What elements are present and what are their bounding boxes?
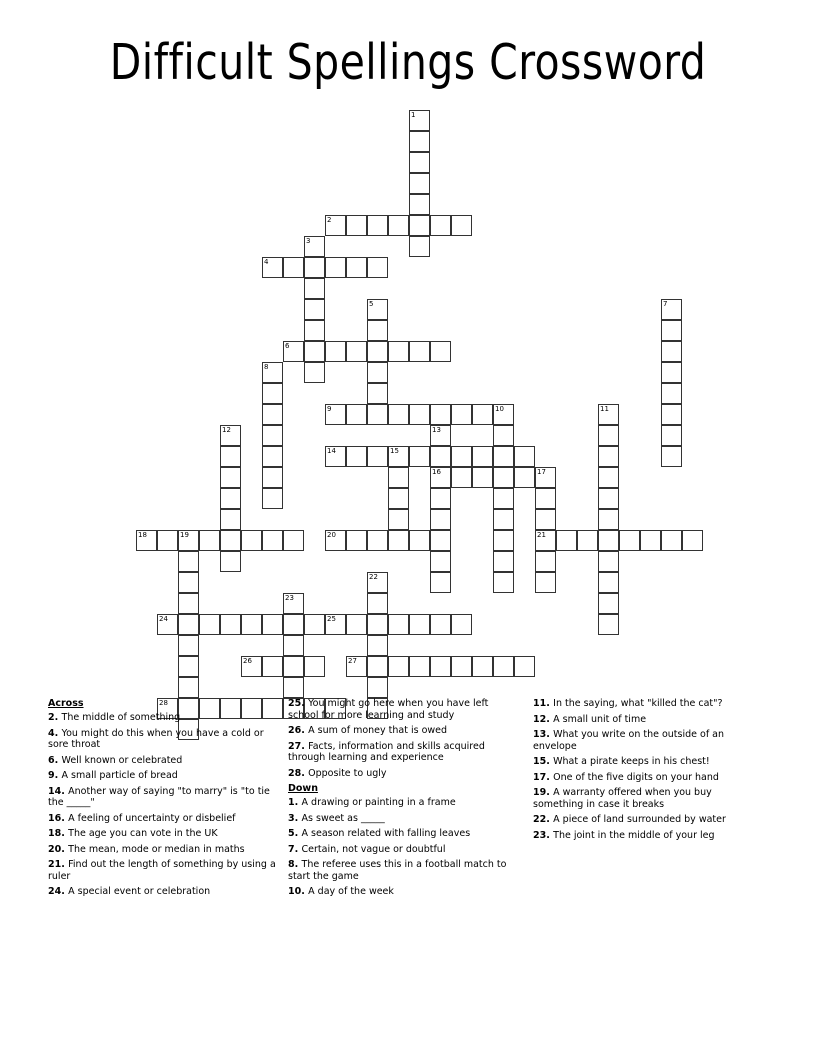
- clue-number: 28.: [288, 767, 309, 779]
- grid-cell-number: 17: [537, 468, 546, 476]
- clue-text: The mean, mode or median in maths: [68, 843, 245, 855]
- grid-cell[interactable]: [451, 404, 472, 425]
- grid-cell[interactable]: [367, 341, 388, 362]
- grid-cell[interactable]: [430, 404, 451, 425]
- grid-cell-number: 13: [432, 426, 441, 434]
- clue-number: 13.: [533, 729, 554, 740]
- clue-number: 12.: [533, 713, 554, 725]
- clue-number: 23.: [533, 829, 554, 841]
- grid-cell[interactable]: [409, 614, 430, 635]
- grid-cell[interactable]: [220, 488, 241, 509]
- grid-cell[interactable]: [451, 446, 472, 467]
- grid-cell[interactable]: [409, 446, 430, 467]
- grid-cell[interactable]: [472, 467, 493, 488]
- grid-cell[interactable]: [430, 488, 451, 509]
- grid-cell[interactable]: [367, 215, 388, 236]
- clue-text: A sum of money that is owed: [308, 725, 448, 736]
- grid-cell[interactable]: [598, 404, 619, 425]
- grid-cell[interactable]: [262, 383, 283, 404]
- grid-cell[interactable]: [409, 215, 430, 236]
- grid-cell[interactable]: [367, 593, 388, 614]
- grid-cell[interactable]: [661, 299, 682, 320]
- clue-number: 25.: [288, 698, 309, 709]
- clue-item: [288, 813, 516, 825]
- grid-cell[interactable]: [367, 635, 388, 656]
- clue-text: A season related with falling leaves: [301, 828, 471, 839]
- clue-number: 7.: [288, 843, 302, 855]
- grid-cell[interactable]: [199, 530, 220, 551]
- grid-cell[interactable]: [661, 425, 682, 446]
- grid-cell[interactable]: [430, 530, 451, 551]
- grid-cell[interactable]: [283, 635, 304, 656]
- grid-cell[interactable]: [409, 110, 430, 131]
- grid-cell[interactable]: [388, 404, 409, 425]
- grid-cell[interactable]: [430, 509, 451, 530]
- clue-number: 8.: [288, 859, 302, 870]
- grid-cell[interactable]: [598, 530, 619, 551]
- clue-number: 26.: [288, 725, 309, 736]
- grid-cell[interactable]: [178, 635, 199, 656]
- grid-cell[interactable]: [262, 530, 283, 551]
- clue-item: [288, 741, 516, 764]
- clue-number: 14.: [48, 785, 69, 797]
- grid-cell[interactable]: [325, 614, 346, 635]
- clue-number: 6.: [48, 754, 62, 766]
- clue-number: 21.: [48, 859, 69, 870]
- page-title: Difficult Spellings Crossword: [109, 34, 707, 91]
- grid-cell[interactable]: [178, 572, 199, 593]
- grid-cell[interactable]: [283, 257, 304, 278]
- grid-cell-number: 28: [159, 699, 168, 707]
- grid-cell-number: 26: [243, 657, 252, 665]
- grid-cell[interactable]: [598, 446, 619, 467]
- grid-cell[interactable]: [262, 488, 283, 509]
- grid-cell[interactable]: [136, 530, 157, 551]
- grid-cell[interactable]: [241, 614, 262, 635]
- grid-cell[interactable]: [661, 383, 682, 404]
- grid-cell[interactable]: [493, 488, 514, 509]
- clue-text: A drawing or painting in a frame: [301, 797, 456, 808]
- grid-cell[interactable]: [388, 656, 409, 677]
- grid-cell[interactable]: [304, 299, 325, 320]
- clue-number: 4.: [48, 727, 62, 739]
- clue-item: [288, 859, 516, 882]
- clue-item: [288, 828, 516, 840]
- grid-cell-number: 1: [411, 111, 416, 119]
- grid-cell[interactable]: [325, 404, 346, 425]
- grid-cell[interactable]: [262, 404, 283, 425]
- grid-cell[interactable]: [598, 425, 619, 446]
- clue-text: The joint in the middle of your leg: [553, 829, 715, 841]
- clue-item: [533, 714, 761, 726]
- clue-text: A day of the week: [308, 886, 394, 897]
- grid-cell[interactable]: [178, 614, 199, 635]
- grid-cell[interactable]: [535, 488, 556, 509]
- grid-cell[interactable]: [346, 404, 367, 425]
- clue-text: What a pirate keeps in his chest!: [553, 756, 710, 767]
- grid-cell[interactable]: [367, 530, 388, 551]
- grid-cell[interactable]: [388, 446, 409, 467]
- grid-cell-number: 25: [327, 615, 336, 623]
- clue-number: 24.: [48, 886, 69, 897]
- grid-cell-number: 10: [495, 405, 504, 413]
- down-heading: Down: [288, 783, 318, 794]
- clue-column-3: [533, 698, 761, 845]
- grid-cell[interactable]: [367, 299, 388, 320]
- grid-cell[interactable]: [220, 467, 241, 488]
- grid-cell-number: 2: [327, 216, 332, 224]
- grid-cell[interactable]: [451, 614, 472, 635]
- grid-cell-number: 16: [432, 468, 441, 476]
- grid-cell[interactable]: [493, 530, 514, 551]
- clue-text: A feeling of uncertainty or disbelief: [68, 812, 236, 824]
- clue-item: [48, 728, 276, 751]
- grid-cell[interactable]: [409, 530, 430, 551]
- grid-cell[interactable]: [430, 425, 451, 446]
- clue-item: [48, 755, 276, 767]
- grid-cell[interactable]: [325, 215, 346, 236]
- clue-number: 15.: [533, 756, 554, 767]
- grid-cell[interactable]: [367, 446, 388, 467]
- grid-cell[interactable]: [220, 425, 241, 446]
- grid-cell[interactable]: [388, 215, 409, 236]
- grid-cell[interactable]: [304, 257, 325, 278]
- grid-cell[interactable]: [283, 614, 304, 635]
- clue-item: [48, 844, 276, 856]
- grid-cell[interactable]: [262, 425, 283, 446]
- clue-text: A small unit of time: [553, 713, 647, 725]
- clue-text: Certain, not vague or doubtful: [301, 843, 446, 855]
- grid-cell-number: 18: [138, 531, 147, 539]
- grid-cell[interactable]: [388, 488, 409, 509]
- grid-cell[interactable]: [367, 362, 388, 383]
- clue-text: You might do this when you have a cold or sore throat: [48, 727, 264, 750]
- grid-cell[interactable]: [283, 593, 304, 614]
- grid-cell-number: 11: [600, 405, 609, 413]
- grid-cell[interactable]: [283, 677, 304, 698]
- grid-cell[interactable]: [535, 551, 556, 572]
- grid-cell[interactable]: [598, 593, 619, 614]
- clue-item: [288, 698, 516, 721]
- clue-number: 9.: [48, 770, 62, 781]
- grid-cell-number: 23: [285, 594, 294, 602]
- grid-cell[interactable]: [535, 572, 556, 593]
- grid-cell[interactable]: [535, 530, 556, 551]
- grid-cell[interactable]: [409, 131, 430, 152]
- grid-cell[interactable]: [409, 656, 430, 677]
- grid-cell[interactable]: [304, 656, 325, 677]
- clue-item: [48, 786, 276, 809]
- clue-text: Opposite to ugly: [308, 767, 387, 779]
- grid-cell[interactable]: [430, 656, 451, 677]
- grid-cell[interactable]: [304, 362, 325, 383]
- grid-cell[interactable]: [367, 614, 388, 635]
- grid-cell-number: 27: [348, 657, 357, 665]
- clue-item: [533, 830, 761, 842]
- clue-text: One of the five digits on your hand: [553, 771, 719, 783]
- clue-text: A warranty offered when you buy something in case it breaks: [533, 787, 712, 810]
- clue-item: [48, 712, 276, 724]
- clue-number: 5.: [288, 828, 302, 839]
- grid-cell-number: 7: [663, 300, 668, 308]
- grid-cell[interactable]: [661, 341, 682, 362]
- clue-text: A small particle of bread: [61, 770, 178, 781]
- grid-cell[interactable]: [325, 446, 346, 467]
- grid-cell[interactable]: [493, 425, 514, 446]
- clue-item: [533, 729, 761, 752]
- clues-section: [48, 698, 778, 948]
- grid-cell[interactable]: [409, 404, 430, 425]
- clue-item: [288, 797, 516, 809]
- grid-cell[interactable]: [304, 236, 325, 257]
- grid-cell[interactable]: [430, 551, 451, 572]
- clue-text: The middle of something: [61, 712, 181, 723]
- grid-cell[interactable]: [514, 446, 535, 467]
- clue-number: 20.: [48, 843, 69, 855]
- clue-column-2: [288, 698, 516, 902]
- grid-cell[interactable]: [598, 614, 619, 635]
- clue-number: 19.: [533, 787, 554, 798]
- grid-cell[interactable]: [661, 446, 682, 467]
- grid-cell[interactable]: [367, 320, 388, 341]
- grid-cell[interactable]: [409, 173, 430, 194]
- grid-cell[interactable]: [178, 593, 199, 614]
- grid-cell[interactable]: [640, 530, 661, 551]
- grid-cell[interactable]: [388, 509, 409, 530]
- grid-cell-number: 20: [327, 531, 336, 539]
- clue-text: Well known or celebrated: [61, 754, 183, 766]
- clue-item: [533, 787, 761, 810]
- clue-number: 3.: [288, 812, 302, 824]
- grid-cell[interactable]: [283, 656, 304, 677]
- grid-cell-number: 5: [369, 300, 374, 308]
- grid-cell-number: 6: [285, 342, 290, 350]
- grid-cell-number: 21: [537, 531, 546, 539]
- grid-cell[interactable]: [199, 614, 220, 635]
- grid-cell[interactable]: [346, 341, 367, 362]
- grid-cell[interactable]: [241, 656, 262, 677]
- grid-cell[interactable]: [283, 341, 304, 362]
- grid-cell[interactable]: [262, 257, 283, 278]
- grid-cell[interactable]: [346, 656, 367, 677]
- grid-cell-number: 12: [222, 426, 231, 434]
- grid-cell[interactable]: [241, 530, 262, 551]
- grid-cell[interactable]: [367, 383, 388, 404]
- grid-cell[interactable]: [493, 656, 514, 677]
- grid-cell[interactable]: [661, 320, 682, 341]
- grid-cell[interactable]: [220, 530, 241, 551]
- grid-cell[interactable]: [535, 467, 556, 488]
- clue-column-1: [48, 698, 276, 902]
- clue-item: [48, 886, 276, 898]
- clue-item: [48, 828, 276, 840]
- grid-cell[interactable]: [304, 320, 325, 341]
- grid-cell[interactable]: [430, 614, 451, 635]
- grid-cell[interactable]: [556, 530, 577, 551]
- grid-cell[interactable]: [472, 446, 493, 467]
- clue-item: [533, 698, 761, 710]
- clue-item: [533, 814, 761, 826]
- grid-cell[interactable]: [430, 446, 451, 467]
- grid-cell[interactable]: [367, 677, 388, 698]
- grid-cell[interactable]: [346, 530, 367, 551]
- grid-cell[interactable]: [409, 341, 430, 362]
- grid-cell[interactable]: [535, 509, 556, 530]
- grid-cell[interactable]: [661, 362, 682, 383]
- grid-cell[interactable]: [598, 509, 619, 530]
- grid-cell[interactable]: [472, 656, 493, 677]
- grid-cell[interactable]: [304, 278, 325, 299]
- grid-cell[interactable]: [514, 467, 535, 488]
- grid-cell[interactable]: [598, 572, 619, 593]
- grid-cell[interactable]: [451, 215, 472, 236]
- clue-text: The age you can vote in the UK: [68, 828, 218, 839]
- grid-cell[interactable]: [283, 530, 304, 551]
- clue-number: 10.: [288, 886, 309, 897]
- clue-item: [288, 768, 516, 780]
- clue-item: [288, 844, 516, 856]
- grid-cell[interactable]: [367, 572, 388, 593]
- grid-cell[interactable]: [430, 572, 451, 593]
- grid-cell[interactable]: [220, 446, 241, 467]
- grid-cell[interactable]: [346, 614, 367, 635]
- grid-cell[interactable]: [178, 677, 199, 698]
- grid-cell[interactable]: [514, 656, 535, 677]
- grid-cell-number: 8: [264, 363, 269, 371]
- grid-cell[interactable]: [262, 362, 283, 383]
- grid-cell[interactable]: [178, 530, 199, 551]
- clue-text: What you write on the outside of an envelope: [533, 729, 725, 752]
- clue-text: Another way of saying "to marry" is "to tie the _____": [48, 785, 270, 808]
- grid-cell-number: 9: [327, 405, 332, 413]
- clue-item: [48, 770, 276, 782]
- clue-item: [288, 725, 516, 737]
- grid-cell[interactable]: [262, 614, 283, 635]
- grid-cell[interactable]: [493, 446, 514, 467]
- grid-cell[interactable]: [325, 341, 346, 362]
- grid-cell-number: 22: [369, 573, 378, 581]
- clue-number: 16.: [48, 812, 69, 824]
- grid-cell[interactable]: [493, 467, 514, 488]
- grid-cell[interactable]: [367, 257, 388, 278]
- grid-cell[interactable]: [388, 614, 409, 635]
- grid-cell-number: 3: [306, 237, 311, 245]
- grid-cell-number: 14: [327, 447, 336, 455]
- clue-item: [533, 772, 761, 784]
- grid-cell[interactable]: [451, 656, 472, 677]
- grid-cell-number: 24: [159, 615, 168, 623]
- grid-cell[interactable]: [157, 530, 178, 551]
- grid-cell[interactable]: [262, 446, 283, 467]
- grid-cell[interactable]: [493, 572, 514, 593]
- clue-number: 1.: [288, 797, 302, 808]
- grid-cell[interactable]: [262, 656, 283, 677]
- grid-cell[interactable]: [409, 194, 430, 215]
- grid-cell[interactable]: [493, 551, 514, 572]
- clue-item: [48, 813, 276, 825]
- grid-cell[interactable]: [619, 530, 640, 551]
- grid-cell[interactable]: [430, 467, 451, 488]
- clue-number: 27.: [288, 740, 309, 752]
- across-heading: Across: [48, 698, 84, 709]
- grid-cell[interactable]: [598, 467, 619, 488]
- grid-cell[interactable]: [661, 404, 682, 425]
- grid-cell-number: 4: [264, 258, 269, 266]
- clue-number: 18.: [48, 828, 69, 839]
- grid-cell[interactable]: [661, 530, 682, 551]
- clue-text: Facts, information and skills acquired through learning and experience: [288, 740, 485, 763]
- clue-item: [533, 756, 761, 768]
- grid-cell[interactable]: [346, 257, 367, 278]
- clue-text: The referee uses this in a football match to start the game: [288, 859, 507, 882]
- grid-cell[interactable]: [409, 152, 430, 173]
- clue-text: A piece of land surrounded by water: [553, 814, 726, 825]
- grid-cell[interactable]: [220, 614, 241, 635]
- grid-cell[interactable]: [304, 341, 325, 362]
- clue-number: 17.: [533, 771, 554, 783]
- clue-text: A special event or celebration: [68, 886, 211, 897]
- grid-cell[interactable]: [367, 404, 388, 425]
- grid-cell[interactable]: [430, 215, 451, 236]
- clue-text: As sweet as _____: [301, 812, 385, 824]
- grid-cell[interactable]: [472, 404, 493, 425]
- grid-cell-number: 19: [180, 531, 189, 539]
- clue-number: 11.: [533, 698, 554, 709]
- grid-cell[interactable]: [598, 551, 619, 572]
- grid-cell[interactable]: [388, 467, 409, 488]
- grid-cell[interactable]: [388, 341, 409, 362]
- grid-cell[interactable]: [325, 257, 346, 278]
- grid-cell[interactable]: [220, 509, 241, 530]
- clue-text: In the saying, what "killed the cat"?: [553, 698, 723, 709]
- grid-cell[interactable]: [682, 530, 703, 551]
- grid-cell[interactable]: [178, 656, 199, 677]
- grid-cell[interactable]: [346, 446, 367, 467]
- grid-cell[interactable]: [262, 467, 283, 488]
- grid-cell[interactable]: [220, 551, 241, 572]
- clue-text: You might go here when you have left school for more learning and study: [288, 698, 489, 721]
- grid-cell[interactable]: [493, 404, 514, 425]
- grid-cell[interactable]: [325, 530, 346, 551]
- grid-cell-number: 15: [390, 447, 399, 455]
- clue-item: [288, 886, 516, 898]
- grid-cell[interactable]: [178, 551, 199, 572]
- grid-cell[interactable]: [346, 215, 367, 236]
- grid-cell[interactable]: [157, 614, 178, 635]
- grid-cell[interactable]: [493, 509, 514, 530]
- grid-cell[interactable]: [409, 236, 430, 257]
- grid-cell[interactable]: [304, 614, 325, 635]
- clue-number: 2.: [48, 712, 62, 723]
- grid-cell[interactable]: [367, 656, 388, 677]
- grid-cell[interactable]: [577, 530, 598, 551]
- clue-item: [48, 859, 276, 882]
- grid-cell[interactable]: [451, 467, 472, 488]
- grid-cell[interactable]: [388, 530, 409, 551]
- clue-text: Find out the length of something by using a ruler: [48, 859, 276, 882]
- clue-number: 22.: [533, 814, 554, 825]
- grid-cell[interactable]: [598, 488, 619, 509]
- grid-cell[interactable]: [430, 341, 451, 362]
